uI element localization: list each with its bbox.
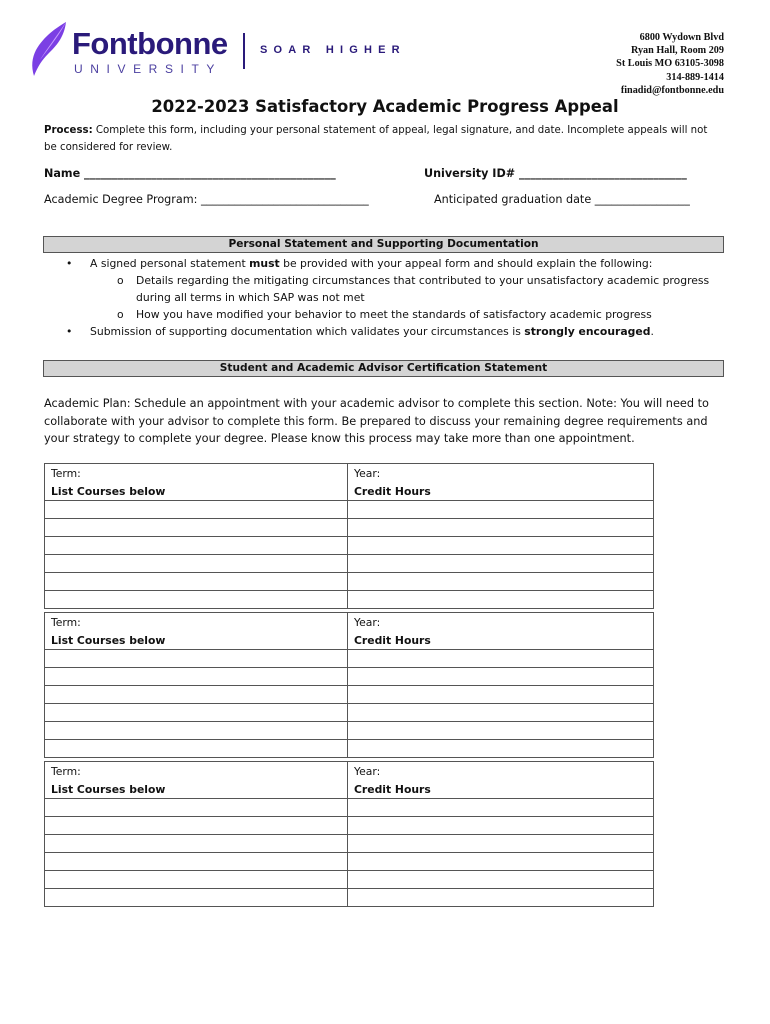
office-address (616, 31, 724, 97)
credit-hours-header: Credit Hours (348, 781, 654, 799)
sub-bullet-icon: o (117, 308, 124, 321)
university-id-field[interactable]: University ID# ______________________________ (424, 167, 687, 180)
plan-line: collaborate with your advisor to complete this form. Be prepared to discuss your remaining degree requirements and (44, 414, 708, 428)
hours-cell[interactable] (348, 573, 654, 591)
bullet-icon: • (66, 325, 73, 338)
hours-cell[interactable] (348, 835, 654, 853)
table-row (45, 704, 654, 722)
courses-header: List Courses below (45, 483, 348, 501)
sub-bullet-icon: o (117, 274, 124, 287)
degree-program-field[interactable]: Academic Degree Program: ______________________________ (44, 193, 369, 206)
course-cell[interactable] (45, 835, 348, 853)
hours-cell[interactable] (348, 668, 654, 686)
address-line: Ryan Hall, Room 209 (630, 45, 724, 57)
table-row (45, 889, 654, 907)
courses-header: List Courses below (45, 632, 348, 650)
hours-cell[interactable] (348, 704, 654, 722)
hours-cell[interactable] (348, 722, 654, 740)
hours-cell[interactable] (348, 889, 654, 907)
course-cell[interactable] (45, 668, 348, 686)
table-row (45, 573, 654, 591)
table-row (45, 650, 654, 668)
table-row (45, 799, 654, 817)
table-row (45, 501, 654, 519)
plan-line: Academic Plan: Schedule an appointment with your academic advisor to complete this section. Note: You will need to (44, 397, 709, 410)
process-text-line1: Complete this form, including your personal statement of appeal, legal signature, and date. Incomplete appeals will not (95, 125, 708, 136)
logo-wordmark: Fontbonne (72, 26, 228, 61)
feather-logo-icon (26, 20, 76, 78)
bullet1-post: be provided with your appeal form and should explain the following: (279, 257, 653, 270)
course-table-3 (44, 761, 654, 907)
year-field[interactable]: Year: (348, 464, 654, 483)
course-cell[interactable] (45, 799, 348, 817)
year-field[interactable]: Year: (348, 613, 654, 632)
year-field[interactable]: Year: (348, 762, 654, 781)
table-row (45, 686, 654, 704)
sub-bullet-circumstances-cont: during all terms in which SAP was not met (136, 291, 365, 304)
table-row (45, 722, 654, 740)
course-cell[interactable] (45, 501, 348, 519)
page-title: 2022-2023 Satisfactory Academic Progress Appeal (151, 97, 619, 116)
graduation-date-field[interactable]: Anticipated graduation date _________________ (434, 193, 690, 206)
table-row (45, 853, 654, 871)
bullet2-pre: Submission of supporting documentation which validates your circumstances is (90, 325, 525, 338)
term-field[interactable]: Term: (45, 613, 348, 632)
course-cell[interactable] (45, 519, 348, 537)
course-cell[interactable] (45, 537, 348, 555)
course-cell[interactable] (45, 650, 348, 668)
logo-tagline: SOAR HIGHER (260, 44, 406, 56)
course-cell[interactable] (45, 853, 348, 871)
process-label: Process: (44, 125, 93, 136)
hours-cell[interactable] (348, 740, 654, 758)
certification-heading: Student and Academic Advisor Certification Statement (43, 360, 724, 377)
credit-hours-header: Credit Hours (348, 483, 654, 501)
bullet2-post: . (650, 325, 654, 338)
address-email: finadid@fontbonne.edu (620, 84, 724, 96)
sub-bullet-behavior: How you have modified your behavior to meet the standards of satisfactory academic progress (136, 308, 652, 321)
bullet-supporting-docs (90, 323, 654, 340)
courses-header: List Courses below (45, 781, 348, 799)
hours-cell[interactable] (348, 817, 654, 835)
course-table-2 (44, 612, 654, 758)
table-row (45, 740, 654, 758)
table-row (45, 668, 654, 686)
table-row (45, 835, 654, 853)
course-cell[interactable] (45, 817, 348, 835)
credit-hours-header: Credit Hours (348, 632, 654, 650)
bullet-signed-statement (90, 255, 652, 272)
course-cell[interactable] (45, 871, 348, 889)
process-text-line2: be considered for review. (44, 142, 173, 153)
logo-divider (243, 33, 245, 69)
term-field[interactable]: Term: (45, 464, 348, 483)
hours-cell[interactable] (348, 537, 654, 555)
hours-cell[interactable] (348, 686, 654, 704)
logo-subtitle: UNIVERSITY (74, 62, 223, 76)
hours-cell[interactable] (348, 519, 654, 537)
table-row (45, 537, 654, 555)
hours-cell[interactable] (348, 501, 654, 519)
course-table-1 (44, 463, 654, 609)
hours-cell[interactable] (348, 650, 654, 668)
hours-cell[interactable] (348, 591, 654, 609)
course-cell[interactable] (45, 889, 348, 907)
table-row (45, 519, 654, 537)
course-cell[interactable] (45, 704, 348, 722)
hours-cell[interactable] (348, 555, 654, 573)
table-row (45, 591, 654, 609)
table-row (45, 871, 654, 889)
hours-cell[interactable] (348, 871, 654, 889)
term-field[interactable]: Term: (45, 762, 348, 781)
address-line: St Louis MO 63105-3098 (616, 58, 724, 70)
address-line: 6800 Wydown Blvd (639, 32, 724, 43)
course-cell[interactable] (45, 722, 348, 740)
name-field[interactable]: Name _____________________________________________ (44, 167, 336, 180)
personal-statement-heading: Personal Statement and Supporting Documentation (43, 236, 724, 253)
address-phone: 314-889-1414 (666, 71, 724, 83)
bullet1-pre: A signed personal statement (90, 257, 250, 270)
bullet1-bold: must (249, 257, 280, 270)
course-cell[interactable] (45, 555, 348, 573)
hours-cell[interactable] (348, 799, 654, 817)
table-row (45, 817, 654, 835)
plan-line: your strategy to complete your degree. Please know this process may take more than one appointment. (44, 432, 635, 445)
process-instructions (44, 122, 707, 139)
course-cell[interactable] (45, 573, 348, 591)
course-cell[interactable] (45, 686, 348, 704)
academic-plan-text (44, 395, 734, 448)
course-cell[interactable] (45, 591, 348, 609)
bullet-icon: • (66, 257, 73, 270)
bullet2-bold: strongly encouraged (524, 325, 651, 338)
hours-cell[interactable] (348, 853, 654, 871)
table-row (45, 555, 654, 573)
course-cell[interactable] (45, 740, 348, 758)
sub-bullet-circumstances: Details regarding the mitigating circumstances that contributed to your unsatisfactory academic progress (136, 274, 710, 287)
